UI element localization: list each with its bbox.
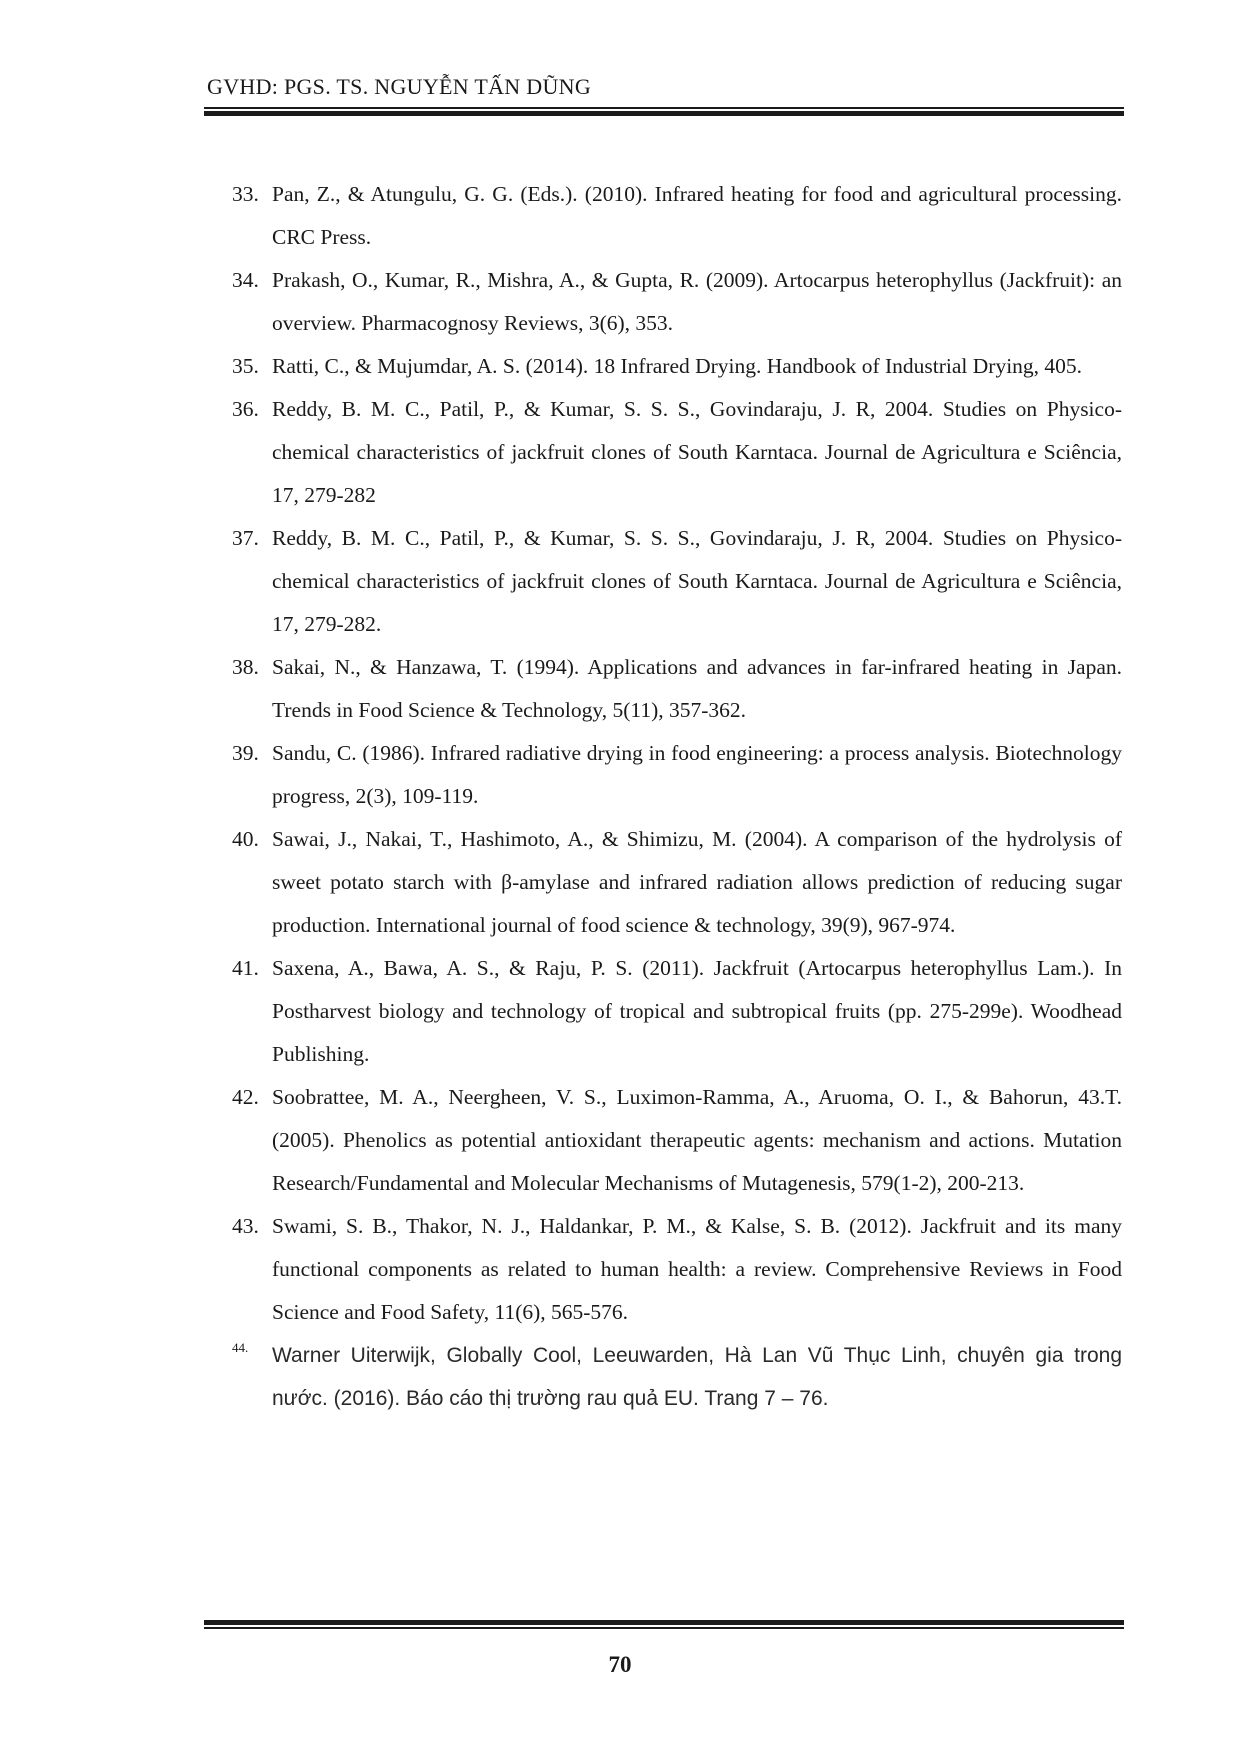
- reference-item: [232, 646, 1122, 732]
- reference-number: 41.: [232, 956, 259, 980]
- reference-text: Pan, Z., & Atungulu, G. G. (Eds.). (2010). Infrared heating for food and agricultural processing. CRC Press.: [272, 182, 1122, 249]
- reference-number: 33.: [232, 182, 259, 206]
- header-title: GVHD: PGS. TS. NGUYỄN TẤN DŨNG: [207, 74, 592, 99]
- reference-item: [232, 1076, 1122, 1205]
- reference-text: Sakai, N., & Hanzawa, T. (1994). Applications and advances in far-infrared heating in Japan. Trends in Food Science & Technology, 5(11), 357-362.: [272, 655, 1122, 722]
- reference-text: Soobrattee, M. A., Neergheen, V. S., Luximon-Ramma, A., Aruoma, O. I., & Bahorun, 43.T. (2005). Phenolics as potential antioxidant therapeutic agents: mechanism and actions. Mutation Research/Fundamental and Molecular Mechanisms of Mutagenesis, 579(1-2), 200-213.: [272, 1085, 1122, 1195]
- reference-text: Sawai, J., Nakai, T., Hashimoto, A., & Shimizu, M. (2004). A comparison of the hydrolysis of sweet potato starch with β-amylase and infrared radiation allows prediction of reducing sugar production. International journal of food science & technology, 39(9), 967-974.: [272, 827, 1122, 937]
- header-divider: [204, 107, 1124, 116]
- reference-text: Reddy, B. M. C., Patil, P., & Kumar, S. S. S., Govindaraju, J. R, 2004. Studies on Physico-chemical characteristics of jackfruit clones of South Karntaca. Journal de Agricultura e Sciência, 17, 279-282.: [272, 526, 1122, 636]
- reference-number: 43.: [232, 1214, 259, 1238]
- reference-number: 35.: [232, 354, 259, 378]
- reference-number: 40.: [232, 827, 259, 851]
- reference-item: [232, 388, 1122, 517]
- reference-item: [232, 947, 1122, 1076]
- reference-text: Reddy, B. M. C., Patil, P., & Kumar, S. S. S., Govindaraju, J. R, 2004. Studies on Physico-chemical characteristics of jackfruit clones of South Karntaca. Journal de Agricultura e Sciência, 17, 279-282: [272, 397, 1122, 507]
- reference-item: [232, 517, 1122, 646]
- reference-text: Swami, S. B., Thakor, N. J., Haldankar, P. M., & Kalse, S. B. (2012). Jackfruit and its many functional components as related to human health: a review. Comprehensive Reviews in Food Science and Food Safety, 11(6), 565-576.: [272, 1214, 1122, 1324]
- reference-item: [232, 818, 1122, 947]
- reference-list: [232, 173, 1122, 1420]
- reference-text: Saxena, A., Bawa, A. S., & Raju, P. S. (2011). Jackfruit (Artocarpus heterophyllus Lam.). In Postharvest biology and technology of tropical and subtropical fruits (pp. 275-299e). Woodhead Publishing.: [272, 956, 1122, 1066]
- reference-item: [232, 259, 1122, 345]
- page-number: 70: [608, 1652, 632, 1677]
- reference-item: [232, 732, 1122, 818]
- reference-text: Prakash, O., Kumar, R., Mishra, A., & Gupta, R. (2009). Artocarpus heterophyllus (Jackfruit): an overview. Pharmacognosy Reviews, 3(6), 353.: [272, 268, 1122, 335]
- reference-item: [232, 173, 1122, 259]
- reference-item: [232, 345, 1122, 388]
- reference-number: 36.: [232, 397, 259, 421]
- reference-item: [232, 1334, 1122, 1420]
- reference-item: [232, 1205, 1122, 1334]
- reference-number: 44.: [232, 1340, 249, 1355]
- reference-text: Ratti, C., & Mujumdar, A. S. (2014). 18 Infrared Drying. Handbook of Industrial Drying, 405.: [272, 354, 1083, 378]
- reference-number: 38.: [232, 655, 259, 679]
- reference-number: 34.: [232, 268, 259, 292]
- footer-divider: [204, 1620, 1124, 1629]
- reference-number: 42.: [232, 1085, 259, 1109]
- reference-text: Warner Uiterwijk, Globally Cool, Leeuwarden, Hà Lan Vũ Thục Linh, chuyên gia trong nước. (2016). Báo cáo thị trường rau quả EU. Trang 7 – 76.: [272, 1344, 1122, 1410]
- reference-number: 39.: [232, 741, 259, 765]
- reference-text: Sandu, C. (1986). Infrared radiative drying in food engineering: a process analysis. Biotechnology progress, 2(3), 109-119.: [272, 741, 1122, 808]
- reference-number: 37.: [232, 526, 259, 550]
